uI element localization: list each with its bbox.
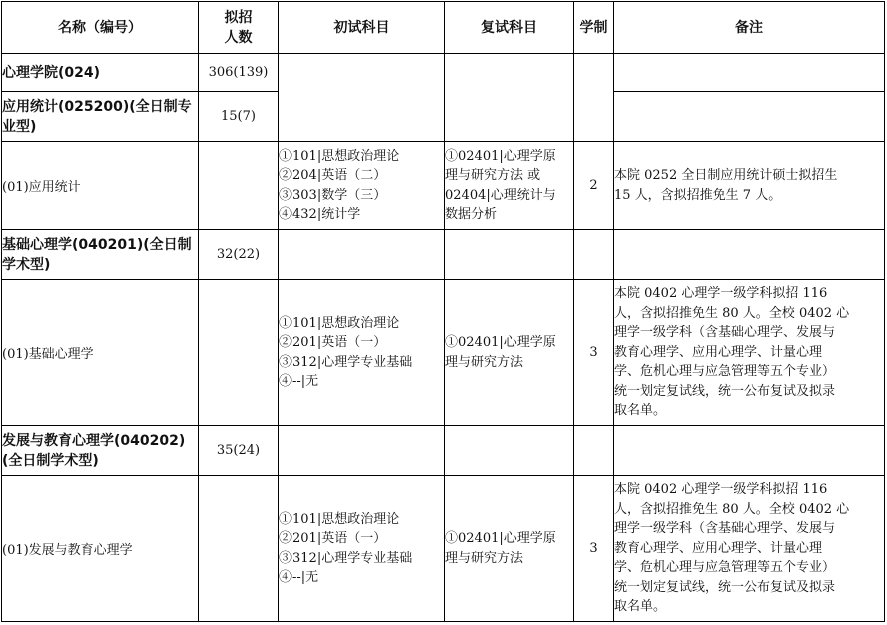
retest-line: ①02401|心理学原 [445, 335, 556, 350]
study-years: 2 [574, 142, 614, 230]
note-line: 学、危机心理与应急管理等五个专业） [614, 364, 836, 380]
subject-line: ①101|思想政治理论 [279, 511, 400, 527]
direction-quota-empty [199, 280, 279, 426]
major-name: 应用统计(025200)(全日制专业型) [2, 92, 199, 142]
note-line: 教育心理学、应用心理学、计量心理 [614, 540, 823, 556]
subject-line: ②201|英语（一） [279, 335, 387, 350]
major-quota: 15(7) [199, 92, 279, 142]
note-line: 取名单。 [614, 599, 667, 615]
major-retest-empty [445, 230, 574, 280]
subject-line: ④--|无 [279, 570, 319, 585]
note-line: 理学一级学科（含基础心理学、发展与 [614, 521, 836, 537]
note-line: 人，含拟招推免生 80 人。全校 0402 心 [614, 501, 850, 517]
note-line: 学、危机心理与应急管理等五个专业） [614, 560, 836, 576]
note-line: 15 人，含拟招推免生 7 人。 [614, 187, 782, 203]
retest-subjects [445, 476, 574, 622]
direction-name: (01)发展与教育心理学 [2, 476, 199, 622]
retest-line: 数据分析 [445, 207, 498, 222]
retest-line: ①02401|心理学原 [445, 531, 556, 546]
major-years-empty [574, 230, 614, 280]
major-quota: 32(22) [199, 230, 279, 280]
college-retest-empty [445, 54, 574, 142]
admissions-table [1, 1, 885, 622]
study-years: 3 [574, 280, 614, 426]
major-row [2, 230, 885, 280]
college-prelim-empty [279, 54, 445, 142]
direction-name: (01)基础心理学 [2, 280, 199, 426]
retest-line: 理与研究方法 [445, 550, 524, 566]
subject-line: ②204|英语（二） [279, 168, 387, 183]
study-years: 3 [574, 476, 614, 622]
notes [614, 476, 885, 622]
note-line: 统一划定复试线，统一公布复试及拟录 [614, 579, 836, 595]
direction-row [2, 280, 885, 426]
subject-line: ③312|心理学专业基础 [279, 354, 413, 370]
header-notes: 备注 [614, 2, 885, 54]
note-line: 本院 0252 全日制应用统计硕士拟招生 [614, 168, 838, 183]
major-notes-empty [614, 230, 885, 280]
retest-line: 理与研究方法 或 [445, 168, 541, 183]
retest-line: ①02401|心理学原 [445, 148, 556, 164]
college-years-empty [574, 54, 614, 142]
subject-line: ③303|数学（三） [279, 187, 387, 203]
subject-line: ②201|英语（一） [279, 531, 387, 546]
subject-line: ①101|思想政治理论 [279, 148, 400, 164]
note-line: 本院 0402 心理学一级学科拟招 116 [614, 482, 828, 498]
note-line: 统一划定复试线，统一公布复试及拟录 [614, 383, 836, 399]
major-name: 基础心理学(040201)(全日制学术型) [2, 230, 199, 280]
notes [614, 280, 885, 426]
notes [614, 142, 885, 230]
prelim-subjects [279, 280, 445, 426]
major-retest-empty [445, 426, 574, 476]
major-prelim-empty [279, 426, 445, 476]
header-prelim: 初试科目 [279, 2, 445, 54]
subject-line: ④432|统计学 [279, 207, 361, 222]
header-row [2, 2, 885, 54]
retest-subjects [445, 142, 574, 230]
college-quota: 306(139) [199, 54, 279, 92]
direction-name: (01)应用统计 [2, 142, 199, 230]
major-prelim-empty [279, 230, 445, 280]
college-name: 心理学院(024) [2, 54, 199, 92]
college-notes-empty [614, 54, 885, 92]
note-line: 理学一级学科（含基础心理学、发展与 [614, 325, 836, 341]
note-line: 人，含拟招推免生 80 人。全校 0402 心 [614, 305, 850, 321]
header-quota: 拟招 人数 [199, 2, 279, 54]
retest-line: 理与研究方法 [445, 354, 524, 370]
prelim-subjects [279, 142, 445, 230]
note-line: 取名单。 [614, 403, 667, 419]
prelim-subjects [279, 476, 445, 622]
direction-row [2, 476, 885, 622]
major-name: 发展与教育心理学(040202)(全日制学术型) [2, 426, 199, 476]
header-name: 名称（编号） [2, 2, 199, 54]
major-quota: 35(24) [199, 426, 279, 476]
retest-subjects [445, 280, 574, 426]
major-notes-empty [614, 426, 885, 476]
subject-line: ④--|无 [279, 374, 319, 389]
note-line: 本院 0402 心理学一级学科拟招 116 [614, 286, 828, 302]
major-row [2, 426, 885, 476]
header-retest: 复试科目 [445, 2, 574, 54]
college-row [2, 54, 885, 92]
direction-quota-empty [199, 142, 279, 230]
subject-line: ③312|心理学专业基础 [279, 550, 413, 566]
note-line: 教育心理学、应用心理学、计量心理 [614, 344, 823, 360]
major-years-empty [574, 426, 614, 476]
subject-line: ①101|思想政治理论 [279, 315, 400, 331]
header-years: 学制 [574, 2, 614, 54]
direction-quota-empty [199, 476, 279, 622]
direction-row [2, 142, 885, 230]
major-notes-empty [614, 92, 885, 142]
retest-line: 02404|心理统计与 [445, 187, 556, 203]
